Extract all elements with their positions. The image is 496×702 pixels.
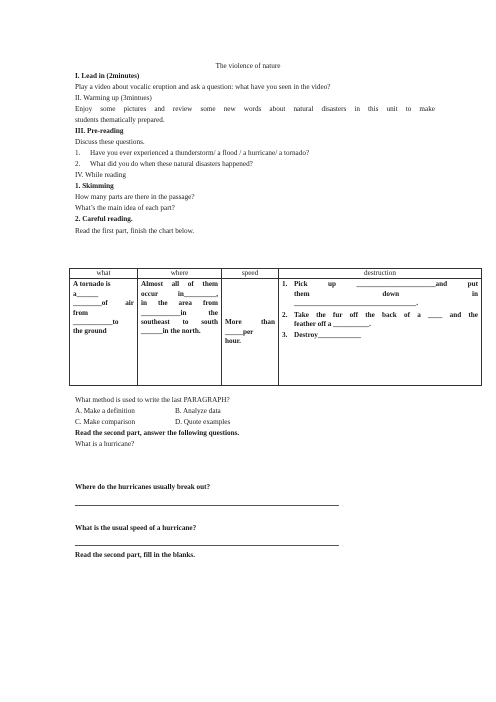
- question-text: Have you ever experienced a thunderstorm/ a flood / a hurricane/ a tornado?: [90, 149, 310, 157]
- cell-speed: [222, 279, 279, 386]
- pre-reading-question: [75, 149, 309, 158]
- document-title: The violence of nature: [215, 62, 281, 70]
- answer-line: [75, 545, 339, 546]
- skimming-question-1: How many parts are there in the passage?: [75, 193, 195, 201]
- lead-in-heading: I. Lead in (2minutes): [75, 72, 140, 80]
- cell-where: [138, 279, 222, 386]
- tornado-chart-table: [69, 268, 482, 386]
- while-reading-heading: IV. While reading: [75, 171, 127, 179]
- cell-line: southeast to south: [141, 318, 218, 327]
- cell-line: from: [73, 308, 89, 317]
- fill-blanks-instruction: Read the second part, fill in the blanks.: [75, 551, 196, 559]
- destruction-number: 2.: [282, 310, 288, 319]
- method-options-row-2: [75, 418, 230, 427]
- cell-line: Destroy____________: [294, 331, 361, 340]
- option-d: D. Quote examples: [175, 418, 231, 426]
- cell-line: hour.: [225, 337, 241, 346]
- table-header-row: [70, 269, 482, 279]
- cell-line: _____per: [225, 327, 254, 336]
- warming-up-text-2: students thematically prepared.: [75, 116, 165, 124]
- cell-line: a______: [73, 289, 99, 298]
- question-text: What did you do when these natural disasters happened?: [90, 160, 253, 168]
- question-number: 1.: [75, 149, 81, 157]
- cell-line: More than: [225, 318, 275, 327]
- cell-destruction: [279, 279, 482, 386]
- cell-line: feather off a __________.: [294, 320, 371, 329]
- cell-line: ___________in the: [141, 308, 218, 317]
- hurricane-location-question: Where do the hurricanes usually break out?: [75, 483, 211, 491]
- cell-line: in the area from: [141, 299, 218, 308]
- destruction-number: 1.: [282, 280, 288, 289]
- pre-reading-question: [75, 160, 253, 169]
- table-row: [70, 279, 482, 386]
- destruction-item: [282, 311, 478, 330]
- warming-up-heading: II. Warming up (3mintues): [75, 94, 152, 102]
- cell-line: them down in: [294, 289, 478, 298]
- option-b: B. Analyze data: [175, 407, 221, 415]
- lead-in-text: Play a video about vocalic eruption and ask a question: what have you seen in the video?: [75, 83, 331, 91]
- pre-reading-intro: Discuss these questions.: [75, 138, 145, 146]
- destruction-item: [282, 280, 478, 308]
- method-options-row-1: [75, 407, 221, 416]
- cell-line: A tornado is: [73, 280, 111, 289]
- cell-line: occur in_________,: [141, 289, 218, 298]
- cell-line: __________________________________.: [294, 299, 418, 308]
- hurricane-question: What is a hurricane?: [75, 440, 135, 448]
- cell-line: Almost all of them: [141, 280, 218, 289]
- question-number: 2.: [75, 160, 81, 168]
- skimming-question-2: What’s the main idea of each part?: [75, 204, 175, 212]
- skimming-heading: 1. Skimming: [75, 182, 114, 190]
- answer-line: [75, 505, 339, 506]
- careful-reading-instruction: Read the first part, finish the chart below.: [75, 227, 195, 235]
- cell-line: Pick up ______________________and put: [294, 280, 478, 289]
- column-header-speed: speed: [222, 269, 279, 279]
- cell-line: the ground: [73, 327, 107, 336]
- destruction-number: 3.: [282, 331, 288, 340]
- cell-line: Take the fur off the back of a ____ and the: [294, 310, 478, 319]
- option-c: C. Make comparison: [75, 418, 136, 426]
- cell-line: ___________to: [73, 318, 119, 327]
- column-header-where: where: [138, 269, 222, 279]
- destruction-item: [282, 331, 478, 340]
- second-part-instruction: Read the second part, answer the following questions.: [75, 429, 240, 437]
- careful-reading-heading: 2. Careful reading.: [75, 215, 133, 223]
- pre-reading-heading: III. Pre-reading: [75, 127, 124, 135]
- warming-up-text-1: Enjoy some pictures and review some new words about natural disasters in this unit to make: [75, 105, 435, 113]
- cell-line: ________of air: [73, 299, 134, 308]
- column-header-what: what: [70, 269, 138, 279]
- option-a: A. Make a definition: [75, 407, 135, 415]
- column-header-destruction: destruction: [279, 269, 482, 279]
- hurricane-speed-question: What is the usual speed of a hurricane?: [75, 524, 197, 532]
- cell-what: [70, 279, 138, 386]
- method-question: What method is used to write the last PARAGRAPH?: [75, 396, 230, 404]
- cell-line: ______in the north.: [141, 327, 201, 336]
